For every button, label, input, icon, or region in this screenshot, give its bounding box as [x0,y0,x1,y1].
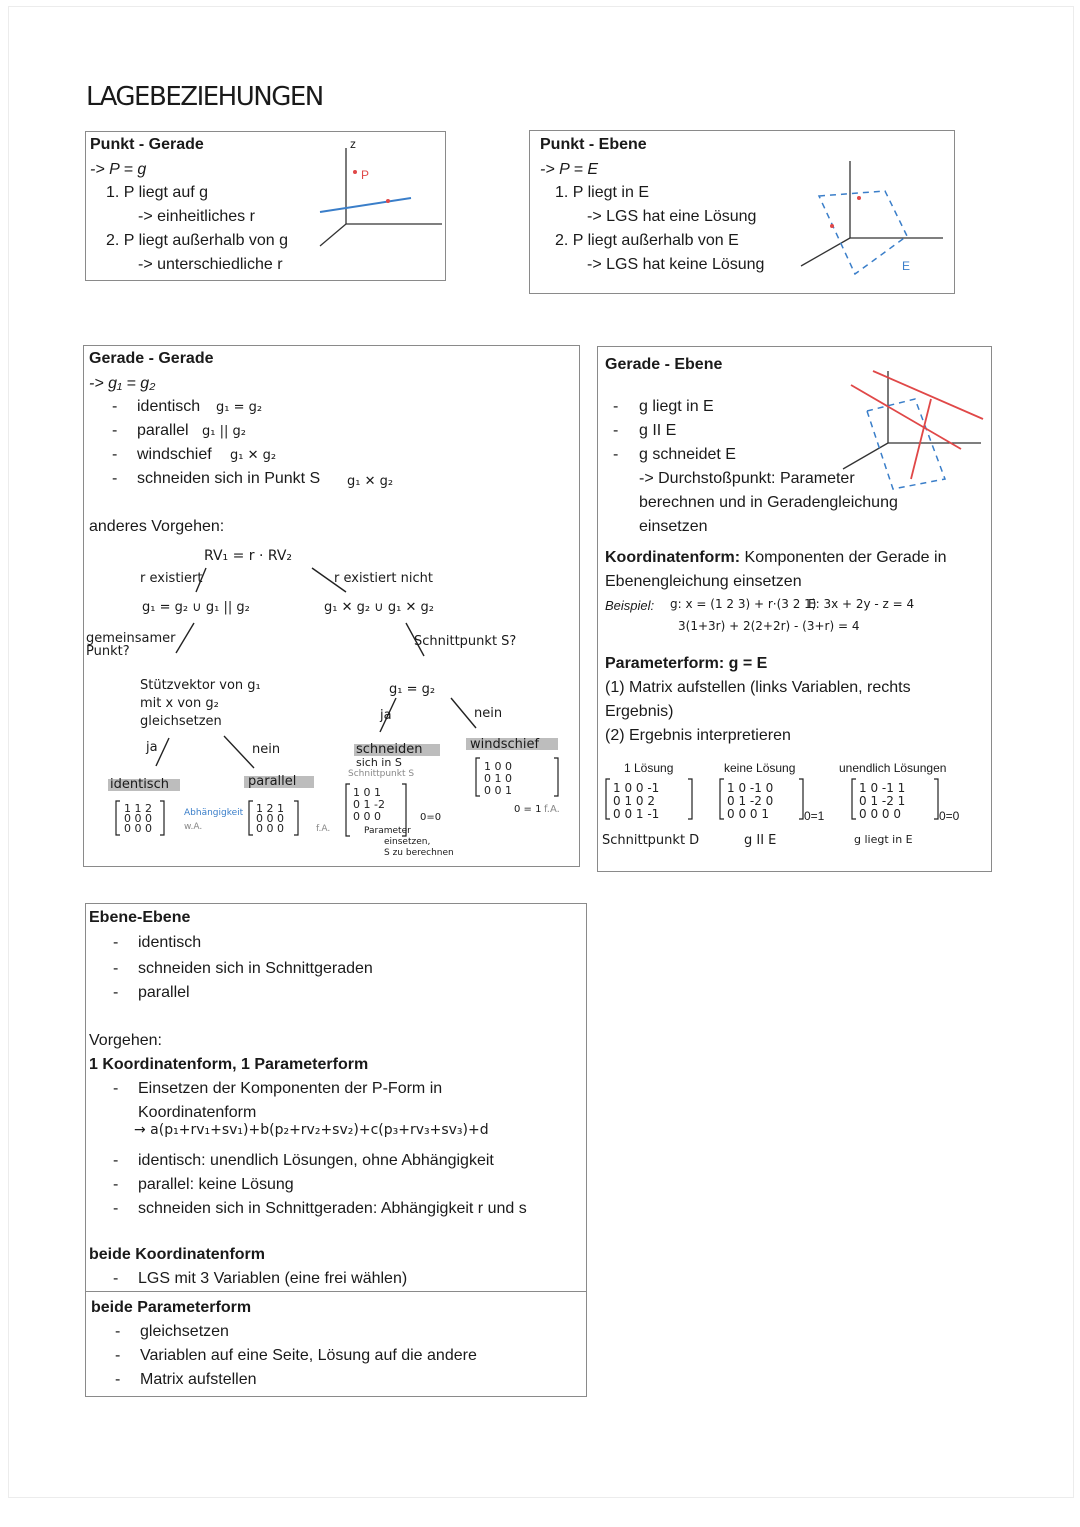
divider [86,1291,586,1292]
svg-text:1 2 1: 1 2 1 [256,802,284,815]
note: 0=0 [420,812,442,823]
tree-label: nein [474,706,503,721]
svg-text:1 0 1: 1 0 1 [353,786,381,799]
bullet: - [613,446,619,463]
tree-branch: r existiert nicht [334,571,433,586]
box-gerade-gerade [83,345,580,867]
heading-gerade-gerade: Gerade - Gerade [89,350,214,367]
svg-text:0 0 0: 0 0 0 [124,822,152,835]
page-title: LAGEBEZIEHUNGEN [86,82,323,112]
heading-punkt-gerade: Punkt - Gerade [90,136,204,153]
line: LGS mit 3 Variablen (eine frei wählen) [138,1270,408,1287]
handwritten-note: g₁ ✕ g₂ [347,474,394,489]
bullet: - [112,446,118,463]
line: Koordinatenform [138,1104,257,1121]
svg-text:0 0 0: 0 0 0 [353,810,381,823]
beispiel-eq: 3(1+3r) + 2(2+2r) - (3+r) = 4 [678,619,860,633]
tree-branch: r existiert [140,571,203,586]
line: schneiden sich in Punkt S [137,470,321,487]
case-result: Schnittpunkt D [602,833,700,848]
line: (2) Ergebnis interpretieren [605,727,791,744]
kf-bold: Koordinatenform: [605,549,741,566]
line: einsetzen [639,518,708,535]
line: -> LGS hat keine Lösung [587,256,765,273]
svg-text:1 0 -1 1: 1 0 -1 1 [859,781,906,795]
kf-rest: Komponenten der Gerade in [740,549,947,566]
bullet: - [113,934,119,951]
tree-leaf: schneiden [356,742,423,757]
note: Abhängigkeit [184,808,244,818]
svg-text:1 0 0: 1 0 0 [484,760,512,773]
line: Einsetzen der Komponenten der P-Form in [138,1080,443,1097]
line: parallel [137,422,189,439]
line: schneiden sich in Schnittgeraden [138,960,373,977]
line: 1. P liegt in E [555,184,649,201]
line: Vorgehen: [89,1032,162,1049]
line: g II E [639,422,677,439]
line: Ergebnis) [605,703,674,720]
bullet: - [113,1080,119,1097]
tree-node: g₁ = g₂ [389,682,436,697]
line: 1. P liegt auf g [106,184,208,201]
case-matrices [598,347,993,873]
svg-text:1 0 0 -1: 1 0 0 -1 [613,781,660,795]
tree-leaf: sich in S [356,756,402,769]
line: -> LGS hat eine Lösung [587,208,757,225]
note: 0 = 1 [514,804,542,815]
line: g schneidet E [639,446,736,463]
bullet: - [113,1152,119,1169]
svg-text:0 1 -2: 0 1 -2 [353,798,385,811]
tree-node: Stützvektor von g₁ [140,678,261,693]
svg-text:0 0 1 -1: 0 0 1 -1 [613,807,660,821]
subheading: beide Koordinatenform [89,1246,266,1263]
bullet: - [112,422,118,439]
case-eq: 0=0 [939,809,960,823]
note: einsetzen, [384,837,431,847]
svg-text:0 1 0 2: 0 1 0 2 [613,794,655,808]
note: w.A. [184,822,203,832]
case-result: g II E [744,833,777,848]
bullet: - [113,1270,119,1287]
formula: → a(p₁+rv₁+sv₁)+b(p₂+rv₂+sv₂)+c(p₃+rv₃+sv₃)+d [134,1122,489,1138]
case-result: g liegt in E [854,833,913,846]
tree-leaf: Schnittpunkt S [348,769,415,779]
line: -> unterschiedliche r [138,256,283,273]
line: Ebenengleichung einsetzen [605,573,802,590]
eq-punkt-gerade: -> P = g [90,161,147,178]
box-gerade-ebene [597,346,992,872]
tree-leaf: windschief [470,737,540,752]
line: anderes Vorgehen: [89,518,225,535]
svg-text:1 0 -1 0: 1 0 -1 0 [727,781,774,795]
tree-node: gemeinsamer Punkt? [86,631,176,659]
tree-node: g₁ = g₂ ∪ g₁ || g₂ [142,600,250,615]
tree-node: g₁ ✕ g₂ ∪ g₁ ✕ g₂ [324,600,434,615]
svg-text:0 0 0 1: 0 0 0 1 [727,807,769,821]
bullet: - [115,1347,121,1364]
line: -> einheitliches r [138,208,255,225]
line: parallel [138,984,190,1001]
tree-node: gleichsetzen [140,714,222,729]
bullet: - [113,984,119,1001]
tree-leaf: identisch [110,777,169,792]
box-ebene-ebene [85,903,587,1397]
beispiel-e: E: 3x + 2y - z = 4 [808,597,915,611]
line: schneiden sich in Schnittgeraden: Abhängigkeit r und s [138,1200,527,1217]
tree-node: Schnittpunkt S? [414,634,517,649]
case-label: unendlich Lösungen [839,761,947,775]
bullet: - [113,1200,119,1217]
svg-text:0 1 -2 0: 0 1 -2 0 [727,794,774,808]
line: 2. P liegt außerhalb von g [106,232,289,249]
case-label: keine Lösung [724,761,796,775]
line: identisch [137,398,201,415]
subheading: 1 Koordinatenform, 1 Parameterform [89,1056,369,1073]
tree-label: nein [252,742,281,757]
tree-label: ja [380,708,392,723]
label-z: z [350,137,356,151]
heading-gerade-ebene: Gerade - Ebene [605,356,723,373]
line: gleichsetzen [140,1323,229,1340]
case-label: 1 Lösung [624,761,674,775]
line: berechnen und in Geradengleichung [639,494,898,511]
coordinate-sketch [316,142,446,252]
line: windschief [137,446,212,463]
svg-text:0 0 0 0: 0 0 0 0 [859,807,901,821]
line: g liegt in E [639,398,714,415]
label-e: E [902,259,911,273]
line: (1) Matrix aufstellen (links Variablen, rechts [605,679,911,696]
beispiel-label: Beispiel: [605,598,655,613]
note: Parameter [364,826,411,836]
eq-punkt-ebene: -> P = E [540,161,599,178]
handwritten-note: g₁ || g₂ [202,424,246,439]
pf-heading: Parameterform: g = E [605,655,768,672]
bullet: - [115,1323,121,1340]
bullet: - [112,398,118,415]
eq-gerade-gerade: -> g₁ = g₂ [89,375,156,392]
handwritten-note: g₁ = g₂ [216,400,263,415]
box-punkt-gerade [85,131,446,281]
line: Matrix aufstellen [140,1371,257,1388]
handwritten-note: g₁ ✕ g₂ [230,448,277,463]
case-eq: 0=1 [804,809,825,823]
heading-punkt-ebene: Punkt - Ebene [540,136,647,153]
line: 2. P liegt außerhalb von E [555,232,739,249]
svg-text:0 0 0: 0 0 0 [124,812,152,825]
bullet: - [613,398,619,415]
note: f.A. [316,824,331,834]
svg-text:0 0 0: 0 0 0 [256,812,284,825]
note: f.A. [544,804,560,815]
bullet: - [113,1176,119,1193]
tree-node: mit x von g₂ [140,696,219,711]
svg-text:1 1 2: 1 1 2 [124,802,152,815]
note: S zu berechnen [384,848,454,858]
line: identisch: unendlich Lösungen, ohne Abhängigkeit [138,1152,494,1169]
line: parallel: keine Lösung [138,1176,294,1193]
tree-label: ja [146,740,158,755]
label-p: P [361,168,370,182]
bullet: - [115,1371,121,1388]
tree-root: RV₁ = r · RV₂ [204,548,293,564]
svg-text:0 0 1: 0 0 1 [484,784,512,797]
line: Variablen auf eine Seite, Lösung auf die andere [140,1347,477,1364]
tree-leaf: parallel [248,774,297,789]
beispiel-g: g: x = (1 2 3) + r·(3 2 1) [670,597,817,611]
line: -> Durchstoßpunkt: Parameter [639,470,855,487]
subheading: beide Parameterform [91,1299,252,1316]
bullet: - [112,470,118,487]
plane-sketch [795,156,945,276]
bullet: - [613,422,619,439]
heading-ebene-ebene: Ebene-Ebene [89,909,191,926]
bullet: - [113,960,119,977]
box-punkt-ebene [529,130,955,294]
svg-text:0 1 -2 1: 0 1 -2 1 [859,794,906,808]
svg-text:0 0 0: 0 0 0 [256,822,284,835]
svg-text:0 1 0: 0 1 0 [484,772,512,785]
line: identisch [138,934,202,951]
